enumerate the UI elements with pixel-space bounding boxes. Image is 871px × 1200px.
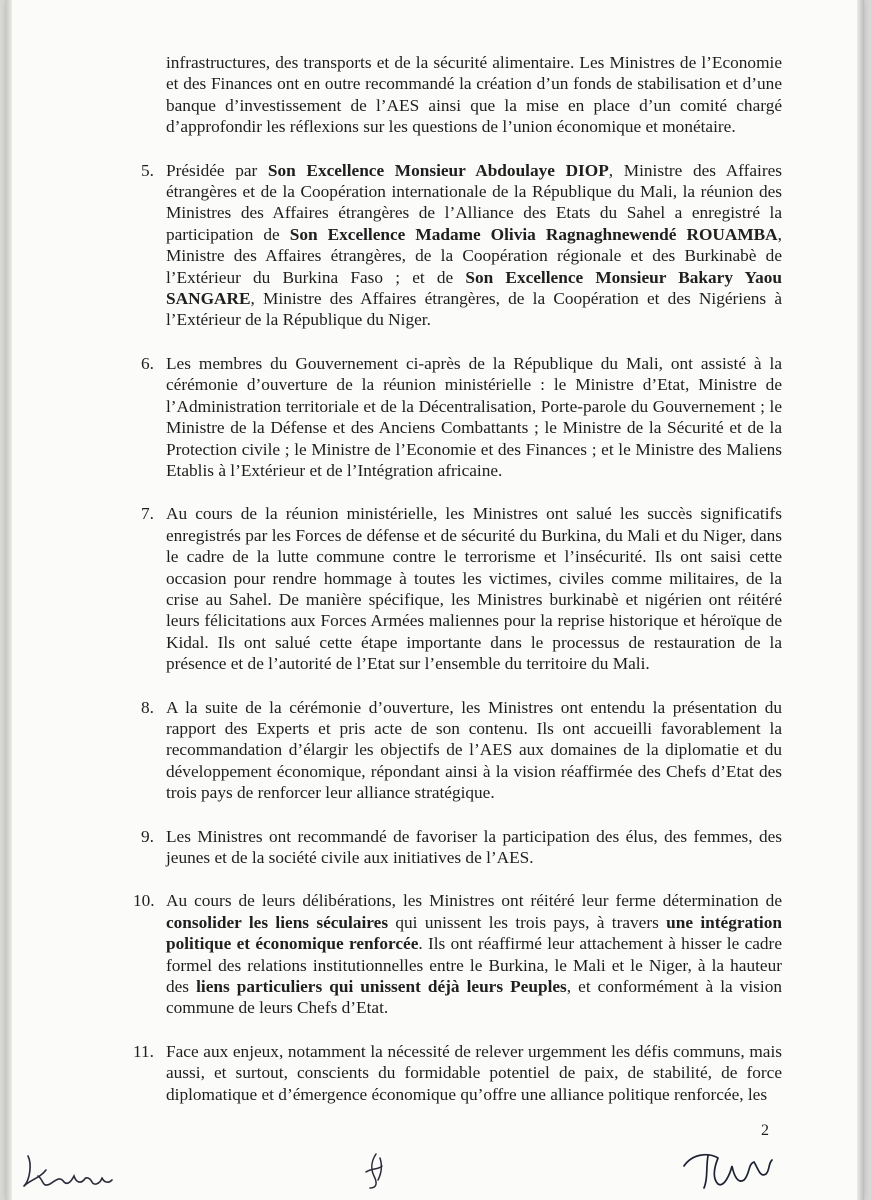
item-text bbox=[166, 353, 782, 481]
list-item bbox=[133, 890, 782, 1018]
bold-text-segment: Son Excellence Madame Olivia Ragnaghnewendé ROUAMBA bbox=[289, 224, 778, 244]
intro-paragraph: infrastructures, des transports et de la sécurité alimentaire. Les Ministres de l’Economie et des Finances ont en outre recommandé la création d’un fonds de stabilisation et d’une banque d’investissement de l’AES ainsi que la mise en place d’un comité chargé d’approfondir les réflexions sur les questions de l’union économique et monétaire. bbox=[166, 53, 782, 137]
text-segment: , et conformément à la vision commune de leurs Chefs d’Etat. bbox=[166, 977, 782, 1018]
item-text bbox=[166, 890, 782, 1018]
item-number: 8. bbox=[141, 697, 154, 717]
text-segment: Au cours de la réunion ministérielle, les Ministres ont salué les succès significatifs enregistrés par les Forces de défense et de sécurité du Burkina, du Mali et du Niger, dans le cadre de la lutte commune contre le terrorisme et l’insécurité. Ils ont saisi cette occasion pour rendre hommage à toutes les victimes, civiles comme militaires, de la crise au Sahel. De manière spécifique, les Ministres burkinabè et nigérien ont réitéré leurs félicitations aux Forces Armées maliennes pour la reprise historique et héroïque de Kidal. Ils ont salué cette étape importante dans le processus de restauration de la présence et de l’autorité de l’Etat sur l’ensemble du territoire du Mali. bbox=[166, 504, 782, 674]
item-text bbox=[166, 503, 782, 674]
page-number: 2 bbox=[761, 1122, 769, 1139]
list-item bbox=[141, 697, 782, 804]
list-item bbox=[141, 353, 782, 481]
middle-initials bbox=[356, 1150, 396, 1192]
item-number: 9. bbox=[141, 826, 154, 846]
bold-text-segment: une intégration politique et économique renforcée bbox=[166, 912, 782, 954]
item-text bbox=[166, 160, 782, 331]
page-edge-right bbox=[857, 0, 864, 1200]
item-number: 6. bbox=[141, 353, 154, 373]
document-page bbox=[6, 0, 864, 1200]
text-segment: , Ministre des Affaires étrangères, de la Coopération et des Nigériens à l’Extérieur de la République du Niger. bbox=[166, 289, 782, 330]
text-segment: Les membres du Gouvernement ci-après de la République du Mali, ont assisté à la cérémonie d’ouverture de la réunion ministérielle : le Ministre d’Etat, Ministre de l’Administration territoriale et de la Décentralisation, Porte-parole du Gouvernement ; le Ministre de la Défense et des Anciens Combattants ; le Ministre de la Sécurité et de la Protection civile ; le Ministre de l’Economie et des Finances ; et le Ministre des Maliens Etablis à l’Extérieur et de l’Intégration africaine. bbox=[166, 353, 782, 480]
text-segment: qui unissent les trois pays, à travers bbox=[388, 912, 667, 932]
item-number: 10. bbox=[133, 891, 155, 911]
bold-text-segment: liens particuliers qui unissent déjà leurs Peuples bbox=[196, 977, 567, 997]
left-signature bbox=[20, 1150, 120, 1194]
list-item bbox=[141, 503, 782, 674]
bold-text-segment: consolider les liens séculaires bbox=[166, 912, 389, 932]
text-segment: Les Ministres ont recommandé de favoriser la participation des élus, des femmes, des jeunes et de la société civile aux initiatives de l’AES. bbox=[166, 826, 782, 867]
text-segment: , Ministre des Affaires étrangères, de la Coopération régionale et des Burkinabè de l’Extérieur du Burkina Faso ; et de bbox=[166, 224, 782, 287]
page-edge-left bbox=[6, 0, 12, 1200]
text-segment: Face aux enjeux, notamment la nécessité de relever urgemment les défis communs, mais aussi, et surtout, conscients du formidable potentiel de paix, de stabilité, de force diplomatique et d’émergence économique qu’offre une alliance politique renforcée, les bbox=[166, 1041, 782, 1104]
text-segment: Au cours de leurs délibérations, les Ministres ont réitéré leur ferme détermination de bbox=[166, 891, 782, 911]
item-text bbox=[166, 1041, 782, 1105]
item-number: 11. bbox=[133, 1041, 154, 1061]
numbered-items bbox=[133, 160, 782, 1105]
bold-text-segment: Son Excellence Monsieur Bakary Yaou SANGARE bbox=[166, 267, 782, 309]
item-text bbox=[166, 697, 782, 804]
text-segment: Présidée par bbox=[166, 160, 268, 180]
list-item bbox=[141, 160, 782, 331]
item-number: 5. bbox=[141, 160, 154, 180]
text-segment: , Ministre des Affaires étrangères et de la Coopération internationale de la République du Mali, la réunion des Ministres des Affaires étrangères de l’Alliance des Etats du Sahel a enregistré la participation de bbox=[166, 160, 782, 244]
right-signature bbox=[678, 1144, 778, 1194]
bold-text-segment: Son Excellence Monsieur Abdoulaye DIOP bbox=[267, 160, 609, 180]
item-number: 7. bbox=[141, 504, 154, 524]
document-body bbox=[133, 52, 782, 1127]
list-item bbox=[133, 1041, 782, 1105]
text-segment: A la suite de la cérémonie d’ouverture, les Ministres ont entendu la présentation du rapport des Experts et pris acte de son contenu. Ils ont accueilli favorablement la recommandation d’élargir les objectifs de l’AES aux domaines de la diplomatie et du développement économique, répondant ainsi à la vision réaffirmée des Chefs d’Etat des trois pays de renforcer leur alliance stratégique. bbox=[166, 697, 782, 803]
list-item bbox=[141, 826, 782, 869]
item-text bbox=[166, 826, 782, 869]
text-segment: . Ils ont réaffirmé leur attachement à hisser le cadre formel des relations institutionnelles entre le Burkina, le Mali et le Niger, à la hauteur des bbox=[166, 934, 782, 997]
